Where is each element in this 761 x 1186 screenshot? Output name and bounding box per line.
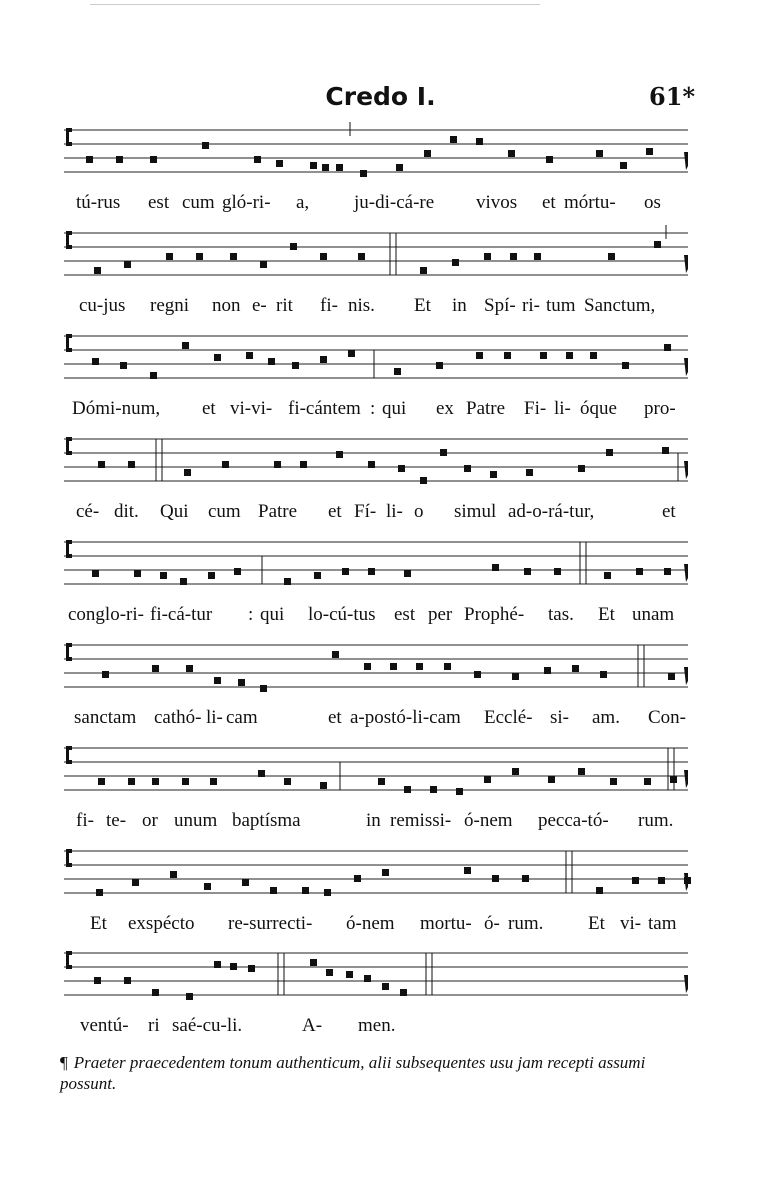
neume-note [590, 352, 597, 359]
neume-note [92, 358, 99, 365]
neume-note [222, 461, 229, 468]
neume-note [662, 447, 669, 454]
syllable: Fí- [354, 501, 377, 522]
chant-system-5 [64, 534, 688, 634]
neume-note [484, 253, 491, 260]
syllable: in [452, 295, 467, 316]
syllable: cam [226, 707, 258, 728]
neume-note [490, 471, 497, 478]
neume-note [310, 162, 317, 169]
neume-note [424, 150, 431, 157]
syllable: Patre [258, 501, 298, 522]
pilcrow-icon: ¶ [60, 1053, 68, 1072]
syllable: saé-cu-li. [172, 1015, 243, 1036]
chant-system-8 [64, 843, 688, 943]
neume-note [664, 344, 671, 351]
rubric-footnote [60, 1052, 700, 1094]
neume-note [204, 883, 211, 890]
neume-note [450, 136, 457, 143]
neume-note [248, 965, 255, 972]
neume-note [608, 253, 615, 260]
neume-note [242, 879, 249, 886]
syllable: tas. [548, 604, 574, 625]
neume-note [396, 164, 403, 171]
syllable: baptísma [232, 810, 301, 831]
neume-note [610, 778, 617, 785]
syllable: ó-nem [464, 810, 513, 831]
neume-note [134, 570, 141, 577]
neume-note [324, 889, 331, 896]
neume-note [116, 156, 123, 163]
neume-note [596, 150, 603, 157]
staff [64, 431, 688, 491]
neume-note [246, 352, 253, 359]
neume-note [364, 663, 371, 670]
syllable: Et [90, 913, 107, 934]
syllable: A- [302, 1015, 323, 1036]
syllable: cé- [76, 501, 100, 522]
neume-note [342, 568, 349, 575]
neume-note [654, 241, 661, 248]
syllable: unam [632, 604, 675, 625]
neume-note [646, 148, 653, 155]
syllable: a, [296, 192, 310, 213]
neume-note [260, 685, 267, 692]
neume-note [510, 253, 517, 260]
staff [64, 122, 688, 182]
do-clef-icon [66, 231, 72, 249]
neume-note [404, 786, 411, 793]
do-clef-icon [66, 128, 72, 146]
syllable: re-surrecti- [228, 913, 313, 934]
syllable: remissi- [390, 810, 452, 831]
do-clef-icon [66, 951, 72, 969]
syllable: men. [358, 1015, 396, 1036]
syllable: Prophé- [464, 604, 525, 625]
neume-note [484, 776, 491, 783]
neume-note [578, 465, 585, 472]
syllable: conglo-ri- [68, 604, 144, 625]
syllable: Qui [160, 501, 189, 522]
syllable: Sanctum, [584, 295, 656, 316]
syllable: vi-vi- [230, 398, 273, 419]
syllable: cathó- [154, 707, 202, 728]
custos-icon [684, 358, 688, 376]
neume-note [332, 651, 339, 658]
neume-note [214, 677, 221, 684]
chant-system-6 [64, 637, 688, 737]
neume-note [554, 568, 561, 575]
lyrics-line [64, 604, 688, 630]
syllable: : [248, 604, 254, 625]
syllable: fi- [320, 295, 338, 316]
neume-note [416, 663, 423, 670]
syllable: óque [580, 398, 617, 419]
syllable: Et [598, 604, 615, 625]
staff [64, 843, 688, 903]
syllable: est [148, 192, 170, 213]
neume-note [208, 572, 215, 579]
neume-note [658, 877, 665, 884]
syllable: ó-nem [346, 913, 395, 934]
neume-note [230, 253, 237, 260]
syllable: regni [150, 295, 190, 316]
neume-note [320, 782, 327, 789]
scan-edge-line [90, 4, 540, 5]
neume-note [320, 356, 327, 363]
neume-note [668, 673, 675, 680]
syllable: in [366, 810, 381, 831]
do-clef-icon [66, 540, 72, 558]
neume-note [120, 362, 127, 369]
neume-note [322, 164, 329, 171]
neume-note [512, 673, 519, 680]
neume-note [440, 449, 447, 456]
syllable: et [542, 192, 556, 213]
neume-note [358, 253, 365, 260]
neume-note [430, 786, 437, 793]
lyrics-line [64, 810, 688, 836]
syllable: unum [174, 810, 218, 831]
neume-note [284, 578, 291, 585]
syllable: ju-di-cá-re [354, 192, 435, 213]
syllable: sanctam [74, 707, 137, 728]
syllable: tam [648, 913, 677, 934]
syllable: Fi- [524, 398, 547, 419]
neume-note [606, 449, 613, 456]
syllable: li- [554, 398, 571, 419]
neume-note [444, 663, 451, 670]
syllable: : [370, 398, 376, 419]
syllable: Ecclé- [484, 707, 533, 728]
syllable: te- [106, 810, 127, 831]
do-clef-icon [66, 746, 72, 764]
neume-note [274, 461, 281, 468]
neume-note [390, 663, 397, 670]
syllable: Con- [648, 707, 686, 728]
custos-icon [684, 255, 688, 273]
syllable: Spí- [484, 295, 516, 316]
do-clef-icon [66, 849, 72, 867]
neume-note [464, 867, 471, 874]
neume-note [152, 778, 159, 785]
neume-note [644, 778, 651, 785]
custos-icon [684, 152, 688, 170]
neume-note [320, 253, 327, 260]
neume-note [314, 572, 321, 579]
neume-note [186, 665, 193, 672]
neume-note [230, 963, 237, 970]
do-clef-icon [66, 643, 72, 661]
neume-note [258, 770, 265, 777]
neume-note [326, 969, 333, 976]
syllable: li- [206, 707, 223, 728]
neume-note [94, 977, 101, 984]
syllable: a-postó-li-cam [350, 707, 461, 728]
neume-note [132, 879, 139, 886]
syllable: et [328, 707, 342, 728]
syllable: qui [382, 398, 407, 419]
neume-note [152, 989, 159, 996]
neume-note [348, 350, 355, 357]
neume-note [360, 170, 367, 177]
syllable: pro- [644, 398, 676, 419]
syllable: fi-cá-tur [150, 604, 213, 625]
neume-note [504, 352, 511, 359]
neume-note [310, 959, 317, 966]
neume-note [336, 164, 343, 171]
neume-note [124, 261, 131, 268]
neume-note [368, 461, 375, 468]
do-clef-icon [66, 437, 72, 455]
neume-note [572, 665, 579, 672]
syllable: ri [148, 1015, 160, 1036]
lyrics-line [64, 295, 688, 321]
neume-note [182, 778, 189, 785]
syllable: fi-cántem [288, 398, 361, 419]
chant-system-1 [64, 122, 688, 222]
neume-note [534, 253, 541, 260]
neume-note [260, 261, 267, 268]
neume-note [456, 788, 463, 795]
neume-note [354, 875, 361, 882]
neume-note [94, 267, 101, 274]
neume-note [400, 989, 407, 996]
lyrics-line [64, 707, 688, 733]
neume-note [214, 354, 221, 361]
neume-note [368, 568, 375, 575]
neume-note [364, 975, 371, 982]
syllable: si- [550, 707, 569, 728]
syllable: o [414, 501, 424, 522]
lyrics-line [64, 1015, 688, 1041]
neume-note [632, 877, 639, 884]
neume-note [128, 461, 135, 468]
syllable: cum [208, 501, 241, 522]
syllable: exspécto [128, 913, 195, 934]
syllable: Dómi-num, [72, 398, 161, 419]
syllable: Et [588, 913, 605, 934]
neume-note [398, 465, 405, 472]
neume-note [452, 259, 459, 266]
syllable: est [394, 604, 416, 625]
syllable: ex [436, 398, 454, 419]
neume-note [622, 362, 629, 369]
custos-icon [684, 770, 688, 788]
syllable: tú-rus [76, 192, 121, 213]
neume-note [540, 352, 547, 359]
neume-note [604, 572, 611, 579]
custos-icon [684, 667, 688, 685]
neume-note [522, 875, 529, 882]
neume-note [596, 887, 603, 894]
syllable: cum [182, 192, 215, 213]
neume-note [238, 679, 245, 686]
syllable: rit [276, 295, 293, 316]
neume-note [664, 568, 671, 575]
neume-note [124, 977, 131, 984]
neume-note [474, 671, 481, 678]
lyrics-line [64, 501, 688, 527]
neume-note [182, 342, 189, 349]
neume-note [292, 362, 299, 369]
neume-note [492, 875, 499, 882]
syllable: ri- [522, 295, 540, 316]
neume-note [196, 253, 203, 260]
neume-note [128, 778, 135, 785]
neume-note [150, 372, 157, 379]
neume-note [346, 971, 353, 978]
staff [64, 740, 688, 800]
neume-note [524, 568, 531, 575]
custos-icon [684, 975, 688, 993]
syllable: ventú- [80, 1015, 129, 1036]
syllable: mórtu- [564, 192, 616, 213]
syllable: rum. [638, 810, 674, 831]
syllable: vi- [620, 913, 642, 934]
syllable: fi- [76, 810, 94, 831]
syllable: e- [252, 295, 267, 316]
neume-note [394, 368, 401, 375]
neume-note [290, 243, 297, 250]
chant-system-4 [64, 431, 688, 531]
neume-note [620, 162, 627, 169]
syllable: non [212, 295, 241, 316]
neume-note [420, 477, 427, 484]
syllable: cu-jus [79, 295, 126, 316]
neume-note [234, 568, 241, 575]
chant-system-7 [64, 740, 688, 840]
neume-note [566, 352, 573, 359]
neume-note [184, 469, 191, 476]
neume-note [96, 889, 103, 896]
neume-note [150, 156, 157, 163]
syllable: os [644, 192, 661, 213]
neume-note [180, 578, 187, 585]
syllable: rum. [508, 913, 544, 934]
neume-note [152, 665, 159, 672]
neume-note [404, 570, 411, 577]
neume-note [98, 461, 105, 468]
neume-note [546, 156, 553, 163]
neume-note [166, 253, 173, 260]
neume-note [512, 768, 519, 775]
syllable: gló-ri- [222, 192, 271, 213]
neume-note [254, 156, 261, 163]
neume-note [336, 451, 343, 458]
neume-note [102, 671, 109, 678]
neume-note [268, 358, 275, 365]
staff [64, 534, 688, 594]
neume-note [284, 778, 291, 785]
lyrics-line [64, 398, 688, 424]
neume-note [526, 469, 533, 476]
syllable: mortu- [420, 913, 472, 934]
syllable: or [142, 810, 158, 831]
syllable: qui [260, 604, 285, 625]
syllable: Et [414, 295, 431, 316]
staff [64, 328, 688, 388]
syllable: pecca-tó- [538, 810, 609, 831]
neume-note [476, 138, 483, 145]
neume-note [578, 768, 585, 775]
neume-note [300, 461, 307, 468]
chant-system-9 [64, 945, 688, 1045]
neume-note [92, 570, 99, 577]
syllable: am. [592, 707, 620, 728]
neume-note [464, 465, 471, 472]
syllable: et [202, 398, 216, 419]
lyrics-line [64, 913, 688, 939]
syllable: et [662, 501, 676, 522]
neume-note [214, 961, 221, 968]
neume-note [382, 869, 389, 876]
neume-note [378, 778, 385, 785]
syllable: dit. [114, 501, 139, 522]
do-clef-icon [66, 334, 72, 352]
neume-note [548, 776, 555, 783]
neume-note [302, 887, 309, 894]
staff [64, 637, 688, 697]
syllable: ad-o-rá-tur, [508, 501, 595, 522]
neume-note [476, 352, 483, 359]
syllable: Patre [466, 398, 506, 419]
page-title: Credo I. [325, 82, 436, 111]
custos-icon [684, 564, 688, 582]
neume-note [382, 983, 389, 990]
neume-note [544, 667, 551, 674]
syllable: simul [454, 501, 497, 522]
chant-system-3 [64, 328, 688, 428]
syllable: nis. [348, 295, 375, 316]
chant-system-2 [64, 225, 688, 325]
lyrics-line [64, 192, 688, 218]
neume-note [436, 362, 443, 369]
syllable: vivos [476, 192, 518, 213]
neume-note [98, 778, 105, 785]
neume-note [276, 160, 283, 167]
neume-note [420, 267, 427, 274]
staff [64, 945, 688, 1005]
neume-note [210, 778, 217, 785]
neume-note [270, 887, 277, 894]
neume-note [160, 572, 167, 579]
syllable: lo-cú-tus [308, 604, 376, 625]
staff [64, 225, 688, 285]
syllable: ó- [484, 913, 500, 934]
syllable: tum [546, 295, 576, 316]
custos-icon [684, 461, 688, 479]
neume-note [186, 993, 193, 1000]
syllable: per [428, 604, 453, 625]
neume-note [600, 671, 607, 678]
neume-note [636, 568, 643, 575]
page-number: 61* [649, 82, 695, 111]
neume-note [170, 871, 177, 878]
neume-note [492, 564, 499, 571]
syllable: li- [386, 501, 403, 522]
syllable: et [328, 501, 342, 522]
neume-note [86, 156, 93, 163]
footnote-text: Praeter praecedentem tonum authenticum, alii subsequentes usu jam recepti assumi possunt. [60, 1053, 646, 1093]
neume-note [508, 150, 515, 157]
neume-note [202, 142, 209, 149]
